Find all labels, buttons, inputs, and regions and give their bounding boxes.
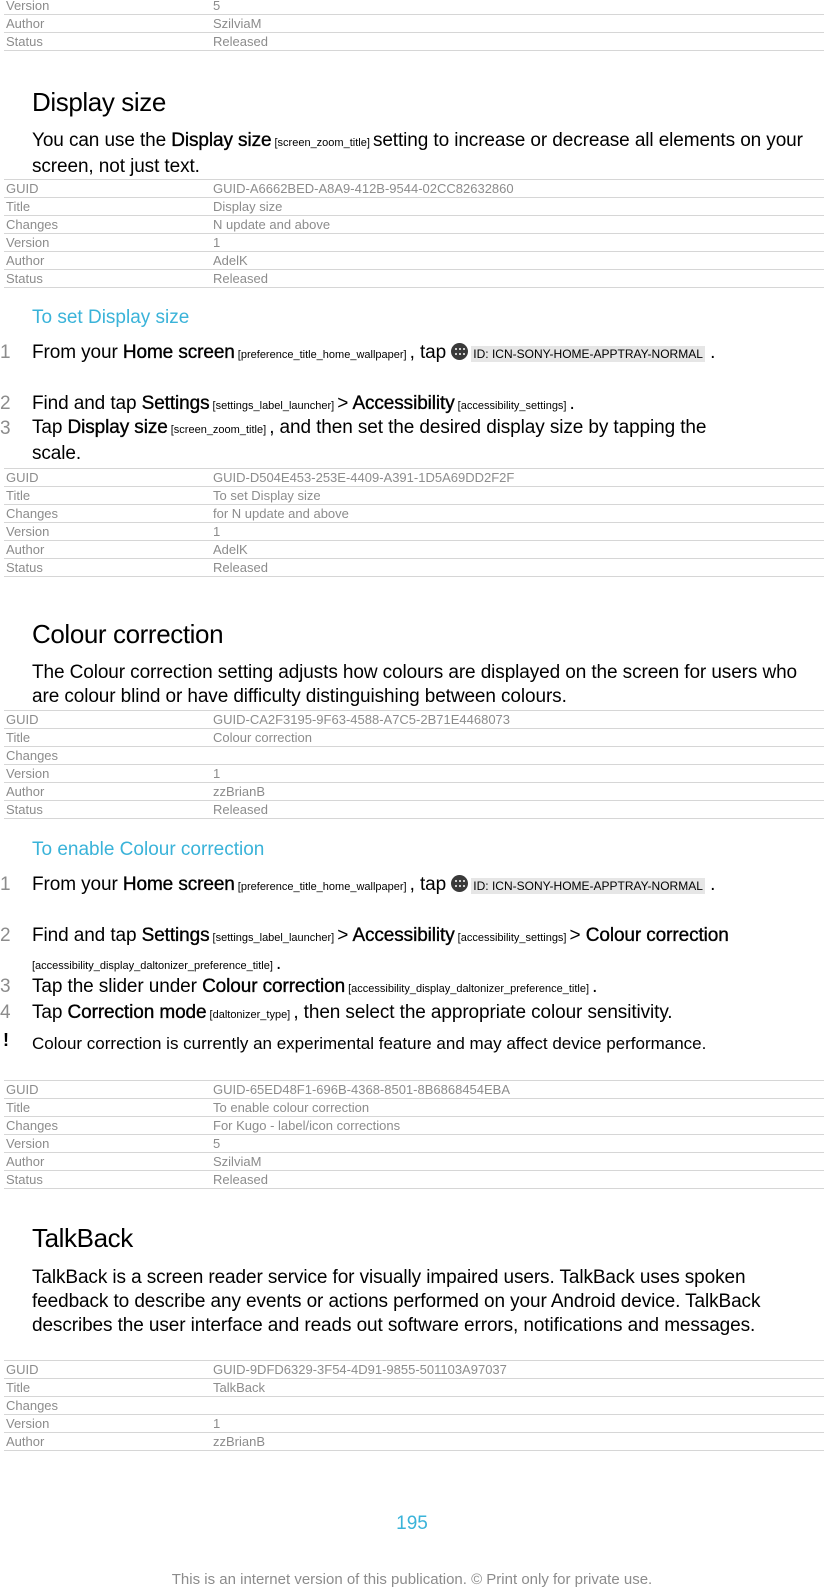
section-title-talkback: TalkBack <box>32 1223 133 1253</box>
meta-row: Version 1 <box>4 523 824 541</box>
meta-row: Changes <box>4 1397 824 1415</box>
footer-notice: This is an internet version of this publication. © Print only for private use. <box>171 1571 653 1588</box>
meta-row: Version 1 <box>4 234 824 252</box>
step-1: From your Home screen [preference_title_home_wallpaper] , tap ID: ICN-SONY-HOME-APPTRAY-NORMAL . <box>32 342 716 363</box>
meta-row: Changes N update and above <box>4 216 824 234</box>
step-number: 3 <box>0 976 11 997</box>
step-2: Find and tap Settings [settings_label_launcher] > Accessibility [accessibility_settings] . <box>32 393 575 414</box>
step-number: 4 <box>0 1002 11 1023</box>
subsection-title-to-set-display-size: To set Display size <box>32 307 190 328</box>
meta-table-top <box>4 0 824 51</box>
meta-row: Author zzBrianB <box>4 1433 824 1451</box>
meta-row: Author SzilviaM <box>4 15 824 33</box>
meta-row: Changes <box>4 747 824 765</box>
meta-row: Version 1 <box>4 1415 824 1433</box>
meta-table-talkback <box>4 1360 824 1451</box>
talkback-intro: TalkBack is a screen reader service for visually impaired users. TalkBack uses spoken feedback to describe any events or actions performed on your Android device. TalkBack describes the user interface and reads out software errors, notifications and messages. <box>32 1267 761 1336</box>
page-number: 195 <box>396 1513 428 1534</box>
step-3: Tap Display size [screen_zoom_title] , and then set the desired display size by tapping the scale. <box>32 417 707 464</box>
meta-row: Author AdelK <box>4 541 824 559</box>
meta-row: Title TalkBack <box>4 1379 824 1397</box>
meta-row: GUID GUID-CA2F3195-9F63-4588-A7C5-2B71E4468073 <box>4 711 824 729</box>
meta-row: Title To enable colour correction <box>4 1099 824 1117</box>
meta-row: Title To set Display size <box>4 487 824 505</box>
display-size-intro: You can use the Display size [screen_zoom_title] setting to increase or decrease all elements on your screen, not just text. <box>32 130 803 177</box>
meta-row: Status Released <box>4 33 824 51</box>
step-number: 2 <box>0 925 11 946</box>
meta-table-to-enable <box>4 1080 824 1189</box>
step-1: From your Home screen [preference_title_home_wallpaper] , tap ID: ICN-SONY-HOME-APPTRAY-NORMAL . <box>32 874 716 895</box>
meta-row: Status Released <box>4 559 824 577</box>
note-text: Colour correction is currently an experimental feature and may affect device performance. <box>32 1034 707 1053</box>
step-number: 1 <box>0 874 11 895</box>
meta-row: Version 1 <box>4 765 824 783</box>
meta-row: Status Released <box>4 270 824 288</box>
meta-row: Author AdelK <box>4 252 824 270</box>
meta-row: Changes For Kugo - label/icon corrections <box>4 1117 824 1135</box>
meta-row: GUID GUID-A6662BED-A8A9-412B-9544-02CC82632860 <box>4 180 824 198</box>
meta-row: Status Released <box>4 1171 824 1189</box>
colour-correction-intro: The Colour correction setting adjusts how colours are displayed on the screen for users who are colour blind or have difficulty distinguishing between colours. <box>32 662 798 707</box>
apps-grid-icon <box>451 343 468 360</box>
meta-row: Changes for N update and above <box>4 505 824 523</box>
meta-table-to-set <box>4 468 824 577</box>
meta-row: Title Display size <box>4 198 824 216</box>
step-4: Tap Correction mode [daltonizer_type] , then select the appropriate colour sensitivity. <box>32 1002 673 1023</box>
meta-row: Version 5 <box>4 1135 824 1153</box>
meta-table-display-size <box>4 179 824 288</box>
step-number: 2 <box>0 393 11 414</box>
apps-grid-icon <box>451 875 468 892</box>
step-number: 1 <box>0 342 11 363</box>
section-title-colour-correction: Colour correction <box>32 619 224 649</box>
meta-row: GUID GUID-9DFD6329-3F54-4D91-9855-501103A97037 <box>4 1361 824 1379</box>
meta-row: GUID GUID-65ED48F1-696B-4368-8501-8B6868454EBA <box>4 1081 824 1099</box>
step-number: 3 <box>0 418 11 439</box>
subsection-title-to-enable-colour: To enable Colour correction <box>32 839 265 860</box>
warning-icon: ! <box>3 1030 9 1050</box>
meta-row: Status Released <box>4 801 824 819</box>
meta-row: Title Colour correction <box>4 729 824 747</box>
step-3: Tap the slider under Colour correction [accessibility_display_daltonizer_preference_title] . <box>32 976 598 997</box>
meta-row: GUID GUID-D504E453-253E-4409-A391-1D5A69DD2F2F <box>4 469 824 487</box>
meta-row: Author SzilviaM <box>4 1153 824 1171</box>
section-title-display-size: Display size <box>32 87 166 117</box>
step-2: Find and tap Settings [settings_label_launcher] > Accessibility [accessibility_settings] > Colour correction [accessibility_display_daltonizer_preference_title] . <box>32 925 729 974</box>
meta-row: Author zzBrianB <box>4 783 824 801</box>
meta-table-colour <box>4 710 824 819</box>
meta-row: Version 5 <box>4 0 824 15</box>
